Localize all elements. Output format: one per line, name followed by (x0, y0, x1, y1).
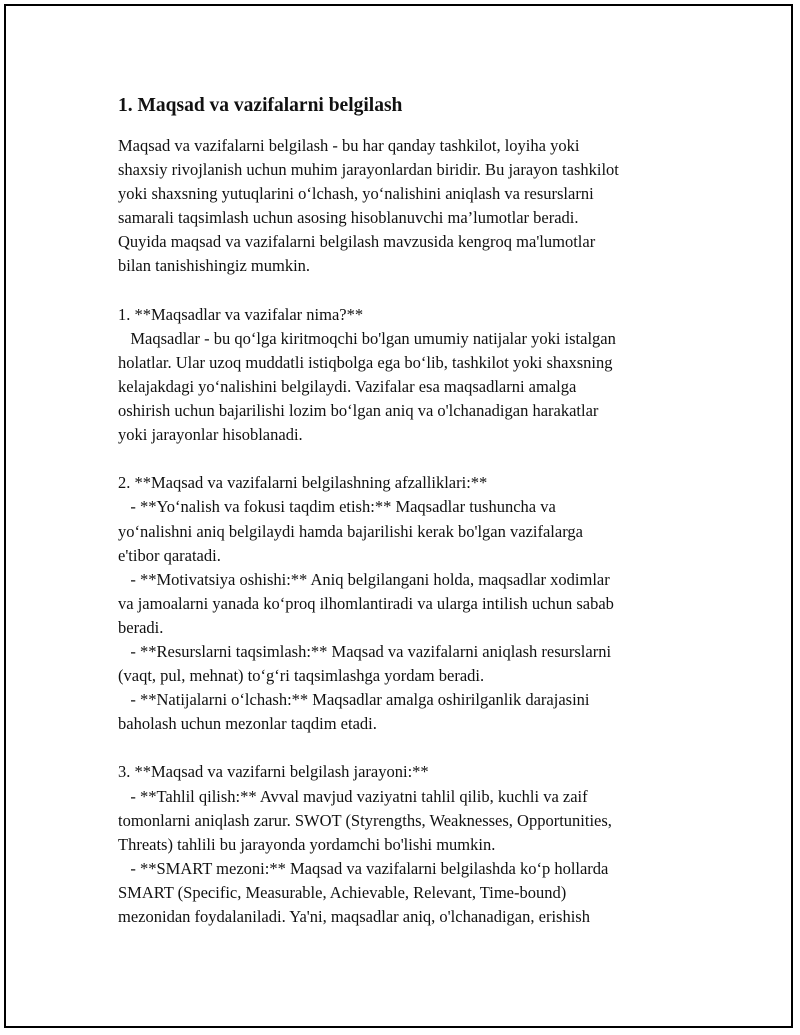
text-line: holatlar. Ular uzoq muddatli istiqbolga ega bo‘lib, tashkilot yoki shaxsning (118, 352, 613, 372)
text-line: 1. **Maqsadlar va vazifalar nima?** (118, 304, 364, 324)
text-line (118, 447, 688, 471)
document-body (118, 92, 688, 929)
text-line (118, 736, 688, 760)
text-line: kelajakdagi yo‘nalishini belgilaydi. Vazifalar esa maqsadlarni amalga (118, 376, 577, 396)
text-line: Threats) tahlili bu jarayonda yordamchi bo'lishi mumkin. (118, 834, 496, 854)
text-line: (vaqt, pul, mehnat) to‘g‘ri taqsimlashga yordam beradi. (118, 666, 485, 686)
text-line (118, 279, 688, 303)
text-line: tomonlarni aniqlash zarur. SWOT (Styrengths, Weaknesses, Opportunities, (118, 810, 612, 830)
text-line: beradi. (118, 617, 164, 637)
text-line: yoki shaxsning yutuqlarini o‘lchash, yo‘nalishini aniqlash va resurslarni (118, 184, 594, 204)
text-line: - **Motivatsiya oshishi:** Aniq belgilangani holda, maqsadlar xodimlar (118, 569, 610, 589)
document-title: 1. Maqsad va vazifalarni belgilash (118, 95, 403, 116)
text-line: yo‘nalishni aniq belgilaydi hamda bajarilishi kerak bo'lgan vazifalarga (118, 521, 583, 541)
text-line: baholash uchun mezonlar taqdim etadi. (118, 714, 377, 734)
text-line: Quyida maqsad va vazifalarni belgilash mavzusida kengroq ma'lumotlar (118, 232, 596, 252)
text-line: 2. **Maqsad va vazifalarni belgilashning afzalliklari:** (118, 473, 488, 493)
text-line: bilan tanishishingiz mumkin. (118, 256, 311, 276)
text-line: - **Tahlil qilish:** Avval mavjud vaziyatni tahlil qilib, kuchli va zaif (118, 786, 588, 806)
text-line: yoki jarayonlar hisoblanadi. (118, 425, 303, 445)
text-line: e'tibor qaratadi. (118, 545, 221, 565)
document-text (118, 134, 688, 929)
text-line: - **Resurslarni taqsimlash:** Maqsad va vazifalarni aniqlash resurslarni (118, 641, 612, 661)
text-line: Maqsad va vazifalarni belgilash - bu har qanday tashkilot, loyiha yoki (118, 136, 580, 155)
text-line: mezonidan foydalaniladi. Ya'ni, maqsadlar aniq, o'lchanadigan, erishish (118, 907, 590, 926)
text-line: SMART (Specific, Measurable, Achievable, Relevant, Time-bound) (118, 882, 567, 902)
text-line: - **SMART mezoni:** Maqsad va vazifalarni belgilashda ko‘p hollarda (118, 858, 609, 878)
text-line: samarali taqsimlash uchun asosing hisoblanuvchi ma’lumotlar beradi. (118, 208, 579, 228)
text-line: oshirish uchun bajarilishi lozim bo‘lgan aniq va o'lchanadigan harakatlar (118, 401, 599, 421)
text-line: - **Yo‘nalish va fokusi taqdim etish:** Maqsadlar tushuncha va (118, 497, 556, 517)
text-line: - **Natijalarni o‘lchash:** Maqsadlar amalga oshirilganlik darajasini (118, 690, 590, 710)
text-line: 3. **Maqsad va vazifarni belgilash jarayoni:** (118, 762, 429, 782)
text-line: Maqsadlar - bu qo‘lga kiritmoqchi bo'lgan umumiy natijalar yoki istalgan (118, 328, 616, 348)
text-line: va jamoalarni yanada ko‘proq ilhomlantiradi va ularga intilish uchun sabab (118, 593, 614, 613)
text-line: shaxsiy rivojlanish uchun muhim jarayonlardan biridir. Bu jarayon tashkilot (118, 160, 619, 180)
